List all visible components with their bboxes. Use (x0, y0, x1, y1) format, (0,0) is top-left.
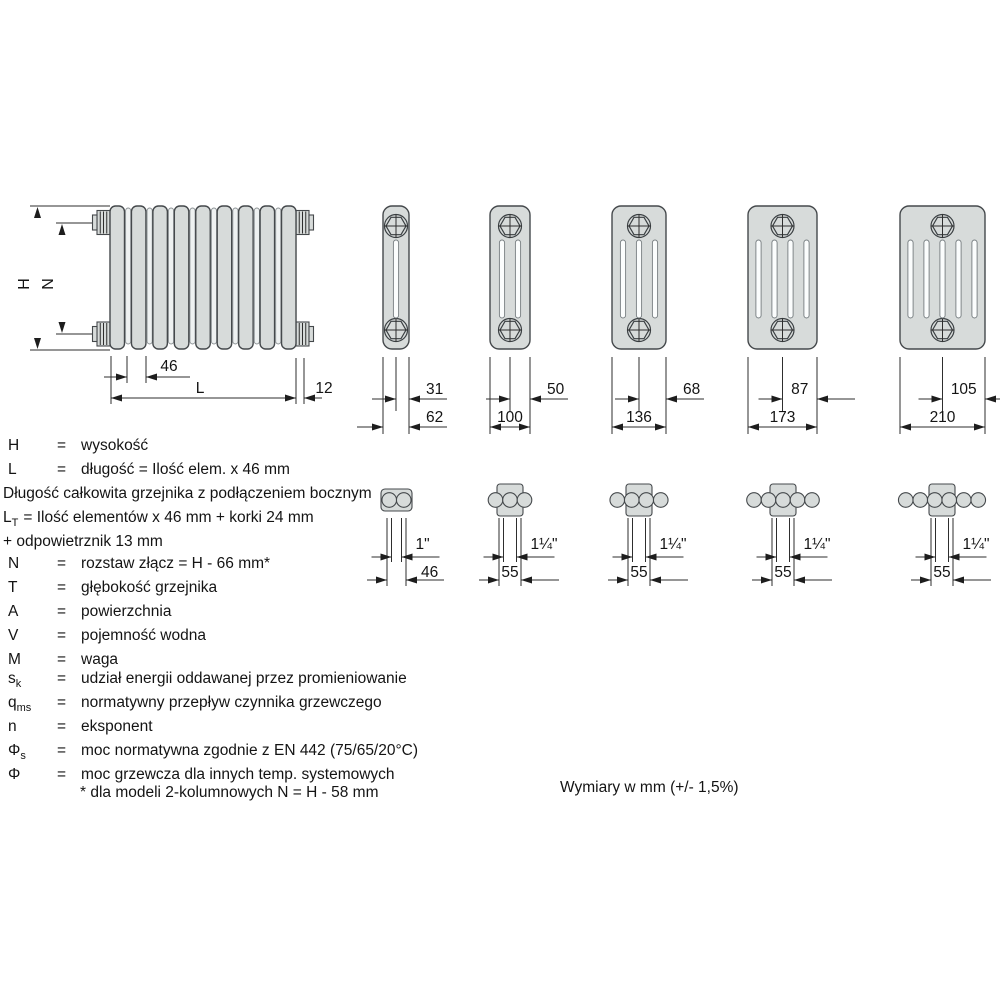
legend-equals: = (57, 670, 67, 687)
radiator-element (282, 206, 297, 349)
arrowhead-icon (650, 577, 661, 584)
legend-equals: = (57, 651, 67, 668)
arrowhead-icon (748, 424, 759, 431)
dimensions-note: Wymiary w mm (+/- 1,5%) (560, 779, 739, 796)
tube-circle (898, 493, 913, 508)
legend-equals: = (57, 579, 67, 596)
legend-symbol-base: L (8, 461, 17, 478)
radiator-element (260, 206, 275, 349)
arrowhead-icon (59, 224, 66, 235)
legend-symbol (8, 766, 20, 784)
arrowhead-icon (116, 374, 127, 381)
connector-cap (93, 327, 98, 342)
legend-symbol-base: T (8, 579, 18, 596)
legend-symbol (8, 651, 21, 669)
section-slot (499, 240, 504, 318)
half-depth-label: 68 (683, 381, 701, 398)
legend-row (0, 485, 560, 505)
element-gap-tube (168, 208, 173, 344)
legend-row (0, 784, 560, 804)
legend-description: pojemność wodna (81, 627, 206, 644)
legend-equals: = (57, 718, 67, 735)
arrowhead-icon (372, 424, 383, 431)
legend-symbol-base: N (8, 555, 20, 572)
legend-symbol-base: H (8, 437, 20, 454)
full-depth-label: 210 (929, 409, 956, 426)
arrowhead-icon (285, 395, 296, 402)
cross-section-4-column (612, 206, 704, 434)
tube-circle (790, 493, 805, 508)
cross-section-5-column (748, 206, 855, 434)
legend-symbol-base: V (8, 627, 19, 644)
arrowhead-icon (925, 554, 936, 561)
legend-symbol (8, 718, 17, 736)
legend-equals: = (57, 555, 67, 572)
tube-circle (805, 493, 820, 508)
section-slot (956, 240, 961, 318)
section-slot (924, 240, 929, 318)
legend-symbol (8, 579, 17, 597)
tube-circle (610, 493, 625, 508)
spacing-label: 46 (421, 564, 439, 581)
legend-equals: = (57, 461, 67, 478)
spacing-label: 55 (774, 564, 792, 581)
tube-circle (653, 493, 668, 508)
element-gap-tube (126, 208, 131, 344)
half-depth-label: 31 (426, 381, 444, 398)
tube-circle (942, 493, 957, 508)
arrowhead-icon (146, 374, 157, 381)
tube-circle (913, 493, 928, 508)
legend-symbol-base: q (8, 694, 17, 711)
legend-description: powierzchnia (81, 603, 172, 620)
legend-row (0, 651, 560, 671)
legend-equals: = (57, 437, 67, 454)
element-gap-tube (276, 208, 281, 344)
full-depth-label: 100 (497, 409, 523, 426)
radiator-element (131, 206, 146, 349)
radiator-element (217, 206, 232, 349)
tube-circle (761, 493, 776, 508)
section-slot (972, 240, 977, 318)
legend-symbol (8, 627, 18, 645)
tube-circle (776, 493, 791, 508)
connector-cap (309, 327, 314, 342)
legend-symbol-base: M (8, 651, 21, 668)
section-slot (940, 240, 945, 318)
element-gap-tube (190, 208, 195, 344)
legend-symbol-base: Φ (8, 766, 21, 783)
arrowhead-icon (530, 396, 541, 403)
legend-equals: = (57, 627, 67, 644)
element-gap-tube (147, 208, 152, 344)
arrowhead-icon (34, 338, 41, 349)
legend-footnote: * dla modeli 2-kolumnowych N = H - 58 mm (80, 784, 379, 801)
element-pitch-label: 46 (160, 358, 178, 375)
arrowhead-icon (949, 554, 960, 561)
arrowhead-icon (932, 396, 943, 403)
thread-size-label: 1¼" (659, 536, 687, 553)
spacing-label: 55 (501, 564, 519, 581)
arrowhead-icon (409, 424, 420, 431)
legend-symbol-subscript: s (20, 750, 26, 763)
arrowhead-icon (772, 396, 783, 403)
legend-symbol-subscript: T (11, 517, 19, 530)
half-depth-label: 50 (547, 381, 565, 398)
element-gap-tube (254, 208, 259, 344)
arrowhead-icon (953, 577, 964, 584)
legend-description: wysokość (81, 437, 149, 454)
radiator-element (239, 206, 254, 349)
section-slot (804, 240, 809, 318)
arrowhead-icon (817, 396, 828, 403)
legend-symbol-subscript: ms (16, 702, 32, 715)
top-view-6-column (898, 484, 991, 586)
section-slot (788, 240, 793, 318)
arrowhead-icon (409, 396, 420, 403)
full-depth-label: 62 (426, 409, 444, 426)
legend-symbol-base: L (3, 509, 12, 526)
side-extension-label: 12 (315, 380, 333, 397)
legend-row (0, 437, 560, 457)
legend-symbol (8, 555, 19, 573)
spacing-label: 55 (630, 564, 648, 581)
arrowhead-icon (499, 396, 510, 403)
legend-description: waga (81, 651, 119, 668)
tube-circle (971, 493, 986, 508)
legend-symbol (8, 742, 26, 763)
legend-formula-text: = Ilość elementów x 46 mm + korki 24 mm (23, 509, 314, 526)
section-slot (756, 240, 761, 318)
arrowhead-icon (617, 577, 628, 584)
legend-equals: = (57, 742, 67, 759)
arrowhead-icon (974, 424, 985, 431)
legend-symbol (8, 461, 17, 479)
legend-row (0, 742, 560, 762)
section-slot (772, 240, 777, 318)
tube-circle (956, 493, 971, 508)
half-depth-label: 87 (791, 381, 809, 398)
legend-symbol-subscript: k (15, 678, 22, 691)
cross-section-2-column (357, 206, 447, 434)
section-slot (620, 240, 625, 318)
thread-size-label: 1" (415, 536, 430, 553)
arrowhead-icon (666, 396, 677, 403)
legend-row (0, 461, 560, 481)
arrowhead-icon (304, 395, 315, 402)
cross-section-3-column (486, 206, 568, 434)
legend-equals: = (57, 694, 67, 711)
section-slot (393, 240, 398, 318)
arrowhead-icon (59, 322, 66, 333)
length-label: L (195, 380, 205, 397)
legend-equals: = (57, 603, 67, 620)
height-dim-label: H (16, 278, 33, 290)
arrowhead-icon (920, 577, 931, 584)
radiator-element (174, 206, 189, 349)
top-view-5-column (747, 484, 832, 586)
half-depth-label: 105 (950, 381, 977, 398)
arrowhead-icon (628, 396, 639, 403)
legend-row (0, 694, 560, 714)
arrowhead-icon (385, 396, 396, 403)
section-slot (908, 240, 913, 318)
arrowhead-icon (612, 424, 623, 431)
cross-section-6-column (900, 206, 1000, 434)
spacing-label: 55 (933, 564, 951, 581)
legend-row (0, 627, 560, 647)
legend-description: moc normatywna zgodnie z EN 442 (75/65/20°C) (81, 742, 419, 759)
section-slot (636, 240, 641, 318)
thread-size-label: 1¼" (803, 536, 831, 553)
legend-symbol (8, 603, 18, 621)
tube-circle (747, 493, 762, 508)
connector-cap (93, 215, 98, 230)
arrowhead-icon (761, 577, 772, 584)
legend-symbol-base: n (8, 718, 17, 735)
legend-row (0, 509, 560, 529)
arrowhead-icon (111, 395, 122, 402)
joint-spacing-dim-label: N (40, 278, 57, 290)
arrowhead-icon (766, 554, 777, 561)
legend-row (0, 579, 560, 599)
legend-row (0, 555, 560, 575)
radiator-element (196, 206, 211, 349)
legend-row (0, 533, 560, 553)
element-gap-tube (233, 208, 238, 344)
legend-description: moc grzewcza dla innych temp. systemowych (81, 766, 395, 783)
legend-row (0, 670, 560, 690)
tube-circle (927, 493, 942, 508)
legend-row (0, 603, 560, 623)
legend-symbol-base: A (8, 603, 19, 620)
element-gap-tube (211, 208, 216, 344)
legend-description: głębokość grzejnika (81, 579, 218, 596)
legend-description: eksponent (81, 718, 153, 735)
connector-cap (309, 215, 314, 230)
legend-description: długość = Ilość elem. x 46 mm (81, 461, 290, 478)
arrowhead-icon (655, 424, 666, 431)
legend-description: udział energii oddawanej przez promieniowanie (81, 670, 407, 687)
legend-symbol-base: Φ (8, 742, 21, 759)
legend-text: + odpowietrznik 13 mm (3, 533, 163, 550)
legend-symbol-base: s (8, 670, 16, 687)
legend-equals: = (57, 766, 67, 783)
full-depth-label: 136 (626, 409, 652, 426)
legend-formula (3, 509, 314, 530)
arrowhead-icon (900, 424, 911, 431)
legend-description: rozstaw złącz = H - 66 mm* (81, 555, 271, 572)
legend-row (0, 718, 560, 738)
arrowhead-icon (806, 424, 817, 431)
legend-symbol (8, 437, 19, 455)
arrowhead-icon (794, 577, 805, 584)
arrowhead-icon (985, 396, 996, 403)
arrowhead-icon (646, 554, 657, 561)
legend-text: Długość całkowita grzejnika z podłączeniem bocznym (3, 485, 372, 502)
front-view (16, 206, 333, 404)
radiator-element (153, 206, 168, 349)
radiator-element (110, 206, 125, 349)
section-slot (652, 240, 657, 318)
section-slot (515, 240, 520, 318)
arrowhead-icon (790, 554, 801, 561)
tube-circle (639, 493, 654, 508)
legend-row (0, 766, 560, 786)
arrowhead-icon (622, 554, 633, 561)
thread-size-label: 1¼" (530, 536, 558, 553)
tube-circle (624, 493, 639, 508)
legend-symbol (8, 694, 32, 715)
arrowhead-icon (34, 207, 41, 218)
thread-size-label: 1¼" (962, 536, 990, 553)
legend-symbol (8, 670, 22, 691)
top-view-4-column (608, 484, 688, 586)
legend-description: normatywny przepływ czynnika grzewczego (81, 694, 382, 711)
full-depth-label: 173 (769, 409, 796, 426)
